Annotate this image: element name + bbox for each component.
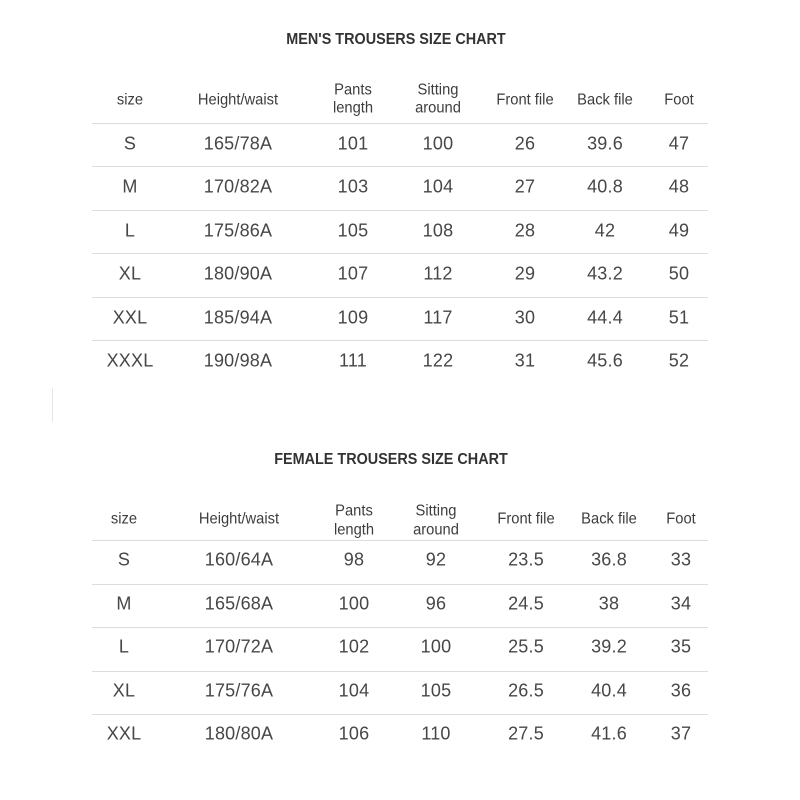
women-header-back-file: Back file	[581, 510, 637, 528]
men-cell-foot: 48	[668, 176, 690, 197]
men-header-sitting-around-line2: around	[415, 99, 461, 117]
women-cell-pants-length: 98	[343, 549, 365, 570]
men-cell-height-waist: 175/86A	[203, 220, 273, 241]
men-header-height-waist: Height/waist	[197, 91, 279, 109]
women-cell-size: S	[117, 549, 131, 570]
men-cell-foot: 49	[668, 220, 690, 241]
women-cell-height-waist: 165/68A	[204, 593, 274, 614]
women-cell-back-file: 41.6	[591, 723, 627, 744]
women-row-divider	[92, 540, 708, 541]
women-cell-pants-length: 100	[338, 593, 370, 614]
men-cell-foot: 47	[668, 133, 690, 154]
women-cell-back-file: 38	[598, 593, 620, 614]
women-cell-foot: 33	[670, 549, 692, 570]
women-row-divider	[92, 584, 708, 585]
women-header-pants-length-line1: Pants	[335, 502, 373, 520]
men-cell-back-file: 39.6	[587, 133, 623, 154]
men-cell-sitting-around: 117	[423, 307, 453, 328]
women-cell-height-waist: 160/64A	[204, 549, 274, 570]
men-cell-height-waist: 165/78A	[203, 133, 273, 154]
women-cell-back-file: 39.2	[591, 636, 627, 657]
women-cell-foot: 34	[670, 593, 692, 614]
men-cell-size: XXL	[112, 307, 148, 328]
men-cell-front-file: 30	[514, 307, 536, 328]
women-cell-size: XXL	[106, 723, 142, 744]
women-header-pants-length-line2: length	[333, 521, 375, 539]
women-header-front-file: Front file	[497, 510, 555, 528]
men-header-sitting-around-line1: Sitting	[417, 81, 459, 99]
men-cell-size: L	[124, 220, 136, 241]
men-cell-height-waist: 180/90A	[203, 263, 273, 284]
women-cell-size: L	[118, 636, 130, 657]
men-cell-back-file: 42	[594, 220, 616, 241]
men-cell-front-file: 27	[514, 176, 536, 197]
women-cell-height-waist: 180/80A	[204, 723, 274, 744]
men-cell-size: XXXL	[106, 350, 154, 371]
men-cell-foot: 50	[668, 263, 690, 284]
women-cell-front-file: 23.5	[508, 549, 544, 570]
women-cell-front-file: 27.5	[508, 723, 544, 744]
women-cell-sitting-around: 110	[421, 723, 451, 744]
men-row-divider	[92, 123, 708, 124]
men-row-divider	[92, 253, 708, 254]
women-header-sitting-around-line2: around	[413, 521, 459, 539]
women-cell-height-waist: 170/72A	[204, 636, 274, 657]
men-cell-sitting-around: 122	[422, 350, 454, 371]
women-header-sitting-around-line1: Sitting	[415, 502, 457, 520]
men-cell-front-file: 26	[514, 133, 536, 154]
men-cell-sitting-around: 104	[422, 176, 454, 197]
women-cell-pants-length: 102	[338, 636, 370, 657]
men-cell-back-file: 40.8	[587, 176, 623, 197]
men-cell-foot: 52	[668, 350, 690, 371]
women-row-divider	[92, 714, 708, 715]
women-cell-sitting-around: 92	[425, 549, 447, 570]
women-cell-front-file: 25.5	[508, 636, 544, 657]
men-row-divider	[92, 210, 708, 211]
women-cell-foot: 35	[670, 636, 692, 657]
women-cell-front-file: 26.5	[508, 680, 544, 701]
men-cell-size: M	[122, 176, 138, 197]
men-cell-front-file: 31	[514, 350, 536, 371]
women-cell-back-file: 40.4	[591, 680, 627, 701]
men-cell-sitting-around: 100	[422, 133, 454, 154]
women-cell-back-file: 36.8	[591, 549, 627, 570]
men-cell-height-waist: 170/82A	[203, 176, 273, 197]
men-header-foot: Foot	[664, 91, 694, 109]
women-header-foot: Foot	[666, 510, 696, 528]
men-cell-pants-length: 107	[337, 263, 369, 284]
men-header-back-file: Back file	[577, 91, 633, 109]
men-cell-foot: 51	[668, 307, 690, 328]
women-row-divider	[92, 671, 708, 672]
women-cell-foot: 36	[670, 680, 692, 701]
women-cell-sitting-around: 105	[420, 680, 452, 701]
women-cell-pants-length: 106	[338, 723, 370, 744]
women-header-height-waist: Height/waist	[198, 510, 280, 528]
men-cell-pants-length: 109	[337, 307, 369, 328]
women-chart-title: FEMALE TROUSERS SIZE CHART	[274, 451, 508, 468]
men-cell-back-file: 45.6	[587, 350, 623, 371]
men-cell-pants-length: 103	[337, 176, 369, 197]
men-cell-pants-length: 101	[337, 133, 369, 154]
men-header-pants-length-line2: length	[332, 99, 374, 117]
women-cell-foot: 37	[670, 723, 692, 744]
women-header-size: size	[110, 510, 138, 528]
men-row-divider	[92, 297, 708, 298]
men-cell-sitting-around: 108	[422, 220, 454, 241]
men-cell-back-file: 44.4	[587, 307, 623, 328]
men-cell-front-file: 28	[514, 220, 536, 241]
women-cell-pants-length: 104	[338, 680, 370, 701]
men-cell-pants-length: 111	[339, 350, 367, 371]
men-chart-title: MEN'S TROUSERS SIZE CHART	[286, 31, 506, 48]
women-cell-sitting-around: 96	[425, 593, 447, 614]
women-cell-sitting-around: 100	[420, 636, 452, 657]
men-cell-pants-length: 105	[337, 220, 369, 241]
men-header-size: size	[116, 91, 144, 109]
men-header-pants-length-line1: Pants	[334, 81, 372, 99]
page-edge-mark	[52, 388, 53, 422]
men-cell-height-waist: 185/94A	[203, 307, 273, 328]
men-header-front-file: Front file	[496, 91, 554, 109]
men-cell-back-file: 43.2	[587, 263, 623, 284]
women-cell-height-waist: 175/76A	[204, 680, 274, 701]
men-cell-size: XL	[118, 263, 142, 284]
women-cell-size: XL	[112, 680, 136, 701]
women-cell-size: M	[116, 593, 132, 614]
men-cell-sitting-around: 112	[423, 263, 453, 284]
men-cell-front-file: 29	[514, 263, 536, 284]
men-row-divider	[92, 340, 708, 341]
men-row-divider	[92, 166, 708, 167]
men-cell-height-waist: 190/98A	[203, 350, 273, 371]
women-cell-front-file: 24.5	[508, 593, 544, 614]
women-row-divider	[92, 627, 708, 628]
men-cell-size: S	[123, 133, 137, 154]
